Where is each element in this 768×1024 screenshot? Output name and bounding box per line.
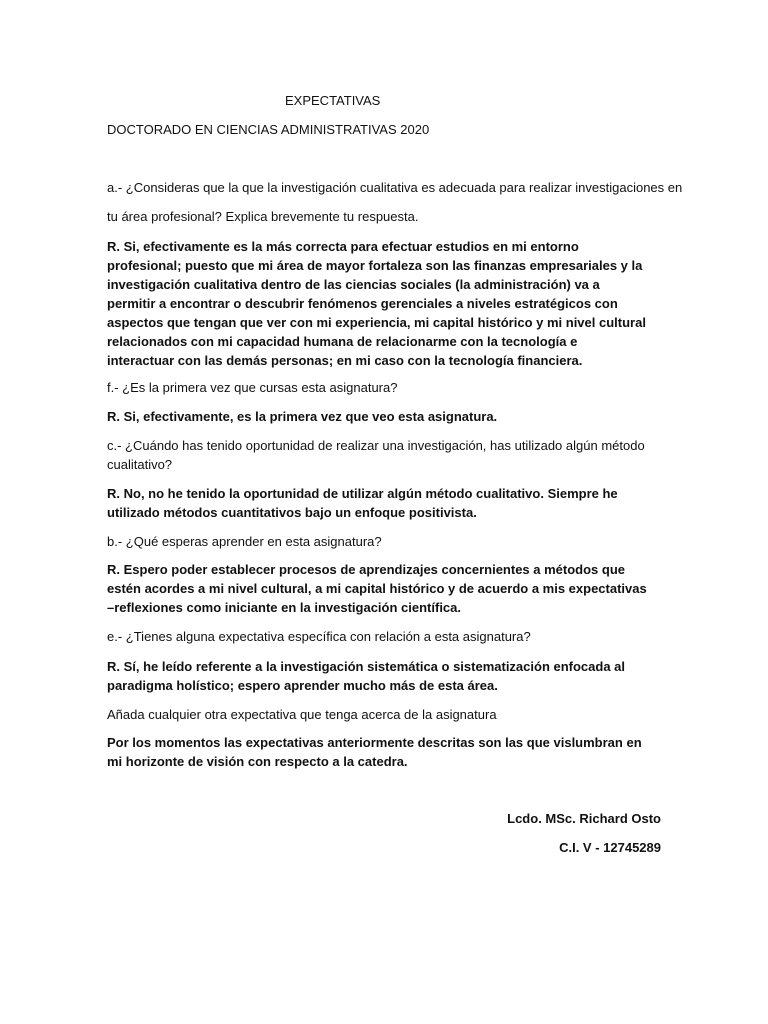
question-e: e.- ¿Tienes alguna expectativa específica con relación a esta asignatura?: [107, 629, 531, 644]
answer-e: R. Sí, he leído referente a la investigación sistemática o sistematización enfocada al paradigma holístico; espero aprender mucho más de esta área.: [107, 659, 626, 693]
question-c: c.- ¿Cuándo has tenido oportunidad de realizar una investigación, has utilizado algún método cualitativo?: [107, 438, 645, 472]
question-f: f.- ¿Es la primera vez que cursas esta asignatura?: [107, 380, 398, 395]
signature-name: Lcdo. MSc. Richard Osto: [507, 811, 661, 826]
document-subtitle: DOCTORADO EN CIENCIAS ADMINISTRATIVAS 2020: [107, 122, 430, 137]
answer-a: R. Si, efectivamente es la más correcta para efectuar estudios en mi entorno profesional; puesto que mi área de mayor fortaleza son las finanzas empresariales y la investigación cualitativa dentro de las ciencias sociales (la administración) va a permitir a encontrar o descubrir fenómenos gerenciales a niveles estratégicos con aspectos que tengan que ver con mi experiencia, mi capital histórico y mi nivel cultural relacionados con mi capacidad humana de relacionarme con la tecnología e interactuar con las demás personas; en mi caso con la tecnología financiera.: [107, 239, 646, 368]
answer-f: R. Si, efectivamente, es la primera vez que veo esta asignatura.: [107, 409, 498, 424]
question-a-line-1: a.- ¿Consideras que la que la investigación cualitativa es adecuada para realizar investigaciones en: [107, 180, 683, 195]
question-extra: Añada cualquier otra expectativa que tenga acerca de la asignatura: [107, 707, 497, 722]
answer-extra: Por los momentos las expectativas anteriormente descritas son las que vislumbran en mi horizonte de visión con respecto a la catedra.: [107, 735, 642, 769]
document-title: EXPECTATIVAS: [285, 93, 381, 108]
signature-id: C.I. V - 12745289: [559, 840, 661, 855]
question-b: b.- ¿Qué esperas aprender en esta asignatura?: [107, 534, 382, 549]
answer-c: R. No, no he tenido la oportunidad de utilizar algún método cualitativo. Siempre he utilizado métodos cuantitativos bajo un enfoque positivista.: [107, 486, 618, 520]
answer-b: R. Espero poder establecer procesos de aprendizajes concernientes a métodos que estén acordes a mi nivel cultural, a mi capital histórico y de acuerdo a mis expectativas –reflexiones como iniciante en la investigación científica.: [107, 562, 647, 615]
question-a-line-2: tu área profesional? Explica brevemente tu respuesta.: [107, 209, 419, 224]
